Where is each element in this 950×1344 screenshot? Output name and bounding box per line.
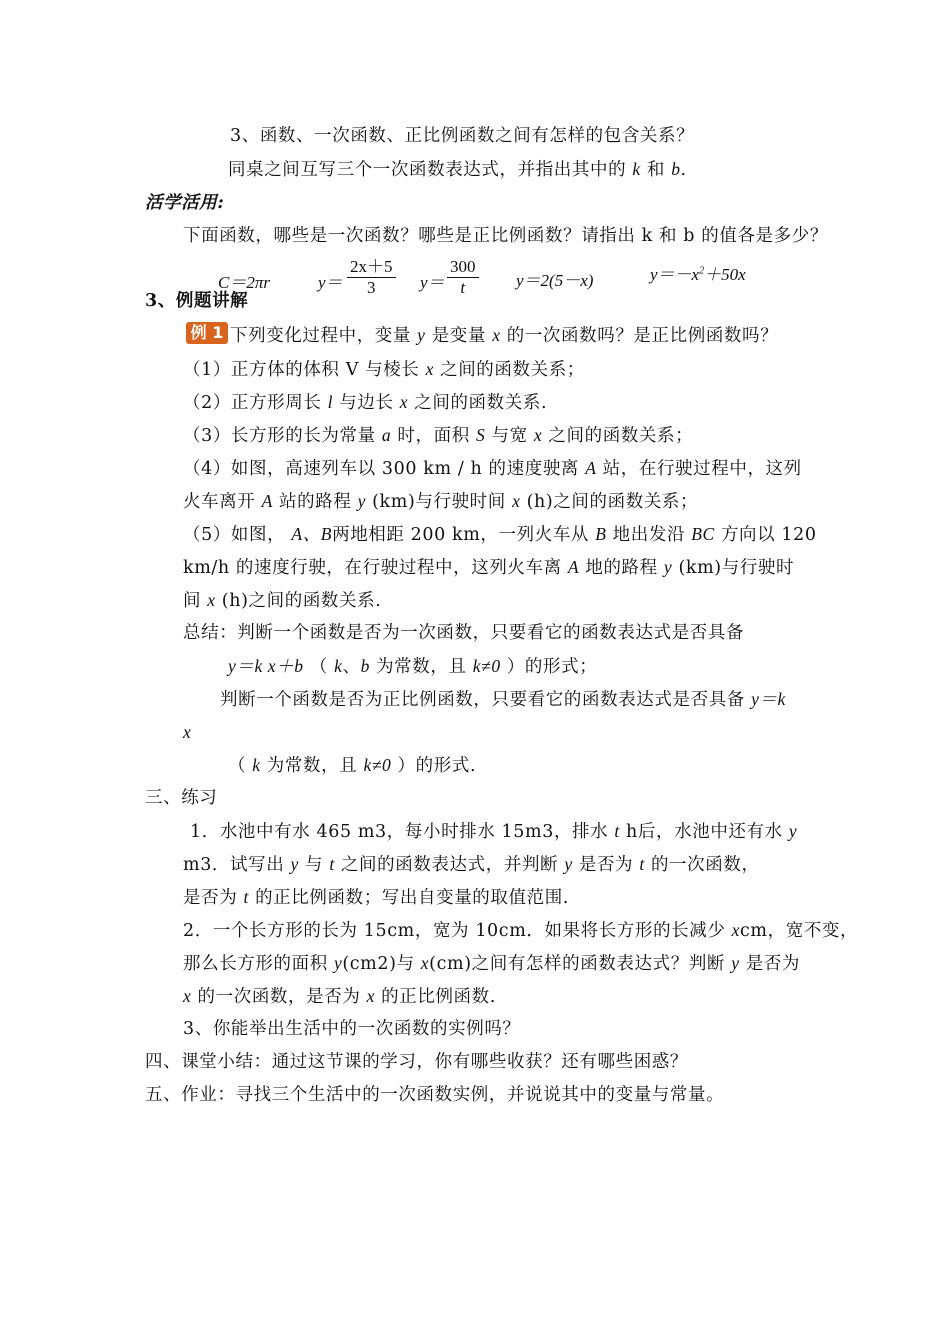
formula-2-lhs: y＝ [318, 273, 343, 292]
summary-line-1: 总结：判断一个函数是否为一次函数，只要看它的函数表达式是否具备 [183, 623, 745, 643]
practice-1-line-3: 是否为 t 的正比例函数；写出自变量的取值范围. [183, 887, 569, 908]
question-3: 3、函数、一次函数、正比例函数之间有怎样的包含关系？ [230, 126, 695, 146]
example-intro: 下列变化过程中，变量 y 是变量 x 的一次函数吗？是正比例函数吗？ [230, 325, 779, 346]
formula-5: $y=-x^2+50x$ [650, 265, 746, 284]
example-item-1: （1）正方体的体积 V 与棱长 x 之间的函数关系； [183, 359, 585, 380]
practice-1-line-2: m3．试写出 y 与 t 之间的函数表达式，并判断 y 是否为 t 的一次函数， [183, 854, 760, 875]
practice-2-line-1: 2．一个长方形的长为 15cm，宽为 10cm．如果将长方形的长减少 xcm，宽不变， [183, 920, 859, 941]
section-heading-practice: 三、练习 [145, 788, 218, 808]
practice-2-line-2: 那么长方形的面积 y(cm2)与 x(cm)之间有怎样的函数表达式？判断 y 是否为 [183, 953, 801, 974]
example-item-3: （3）长方形的长为常量 a 时，面积 S 与宽 x 之间的函数关系； [183, 425, 694, 446]
summary-line-4: x [183, 722, 192, 742]
summary-line-2: y＝k x＋b （ k、b 为常数，且 k≠0 ）的形式； [228, 656, 598, 677]
fraction-300-over-t: $\frac{300}{t}$ [447, 257, 479, 298]
active-learning-question: 下面函数，哪些是一次函数？哪些是正比例函数？请指出 k 和 b 的值各是多少？ [183, 226, 828, 246]
section-classroom-summary: 四、课堂小结：通过这节课的学习，你有哪些收获？还有哪些困惑？ [145, 1052, 688, 1072]
example-1-badge: 例 1 [186, 322, 228, 344]
practice-2-line-3: x 的一次函数，是否为 x 的正比例函数. [183, 986, 496, 1007]
practice-1-line-1: 1．水池中有水 465 m3，每小时排水 15m3，排水 t h后，水池中还有水 y [190, 821, 798, 842]
formula-3-lhs: y＝ [420, 273, 445, 292]
section-homework: 五、作业：寻找三个生活中的一次函数实例，并说说其中的变量与常量。 [145, 1085, 725, 1105]
summary-line-5: （ k 为常数，且 k≠0 ）的形式. [228, 755, 477, 776]
practice-3: 3、你能举出生活中的一次函数的实例吗？ [183, 1019, 521, 1039]
desk-task: 同桌之间互写三个一次函数表达式，并指出其中的 k 和 b. [228, 159, 687, 180]
summary-line-3: 判断一个函数是否为正比例函数，只要看它的函数表达式是否具备 y＝k [220, 689, 786, 710]
section-heading-examples: 3、例题讲解 [145, 291, 249, 311]
fraction-2x-plus-5-over-3: $\frac{2x+5}{3}$ [347, 257, 396, 298]
example-item-5-line-3: 间 x (h)之间的函数关系. [183, 590, 382, 611]
formula-4: y＝2(5－x) [516, 271, 594, 290]
example-item-5-line-2: km/h 的速度行驶，在行驶过程中，这列火车离 A 地的路程 y (km)与行驶时 [183, 557, 795, 578]
formula-circumference: C＝2πr [218, 273, 270, 292]
example-item-4-line-2: 火车离开 A 站的路程 y (km)与行驶时间 x (h)之间的函数关系； [183, 491, 699, 512]
example-item-2: （2）正方形周长 l 与边长 x 之间的函数关系. [183, 392, 548, 413]
example-item-5-line-1: （5）如图， A、B两地相距 200 km，一列火车从 B 地出发沿 BC 方向以 120 [183, 524, 817, 545]
section-heading-active-learning: 活学活用: [145, 193, 225, 213]
example-item-4-line-1: （4）如图，高速列车以 300 km / h 的速度驶离 A 站，在行驶过程中，这列 [183, 458, 802, 479]
